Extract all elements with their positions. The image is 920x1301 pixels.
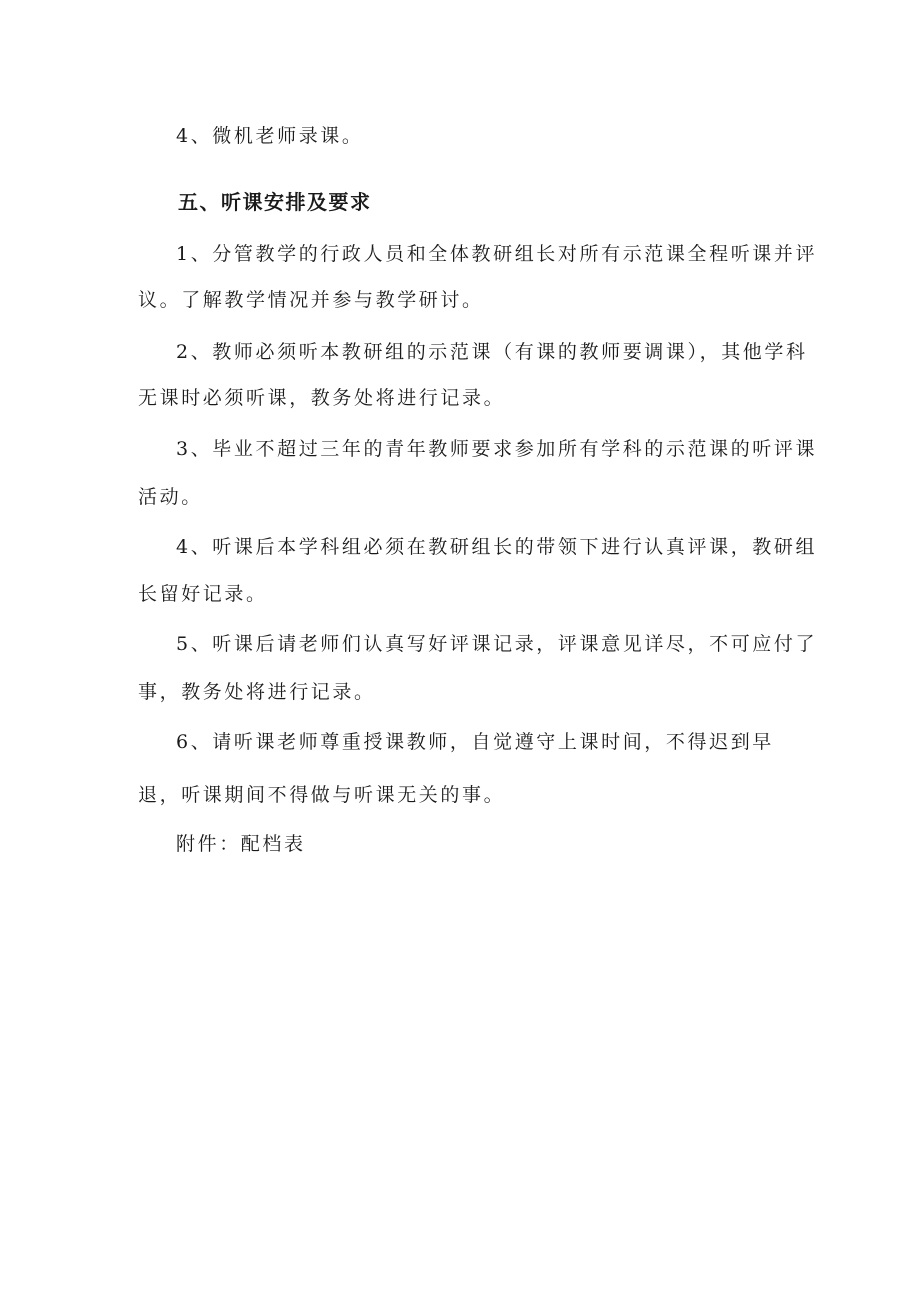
attachment-note: 附件：配档表 (176, 833, 306, 855)
item-4-record-text: 4、微机老师录课。 (176, 125, 364, 147)
paragraph-5-line-2: 事，教务处将进行记录。 (138, 681, 376, 703)
paragraph-4-line-2: 长留好记录。 (138, 583, 268, 605)
paragraph-1-line-2: 议。了解教学情况并参与教学研讨。 (138, 289, 484, 311)
paragraph-2-line-2: 无课时必须听课，教务处将进行记录。 (138, 387, 506, 409)
paragraph-6-line-2: 退，听课期间不得做与听课无关的事。 (138, 784, 506, 806)
paragraph-3-line-1: 3、毕业不超过三年的青年教师要求参加所有学科的示范课的听评课 (176, 438, 818, 460)
paragraph-5-line-1: 5、听课后请老师们认真写好评课记录，评课意见详尽，不可应付了 (176, 633, 818, 655)
paragraph-3-line-2: 活动。 (138, 486, 203, 508)
paragraph-6-line-1: 6、请听课老师尊重授课教师，自觉遵守上课时间，不得迟到早 (176, 731, 774, 753)
section-title: 五、听课安排及要求 (178, 190, 372, 214)
paragraph-2-line-1: 2、教师必须听本教研组的示范课（有课的教师要调课），其他学科 (176, 341, 808, 363)
paragraph-1-line-1: 1、分管教学的行政人员和全体教研组长对所有示范课全程听课并评 (176, 243, 818, 265)
paragraph-4-line-1: 4、听课后本学科组必须在教研组长的带领下进行认真评课，教研组 (176, 536, 818, 558)
